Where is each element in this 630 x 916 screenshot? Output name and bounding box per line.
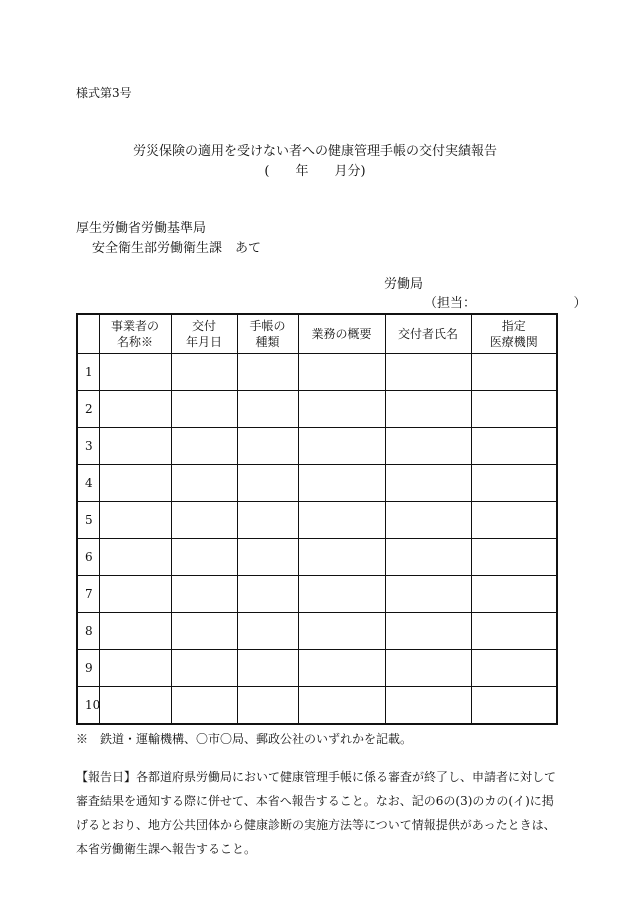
table-cell xyxy=(385,650,471,687)
table-row xyxy=(77,650,557,687)
document-title: 労災保険の適用を受けない者への健康管理手帳の交付実績報告 xyxy=(132,144,497,159)
report-table xyxy=(76,313,558,725)
table-cell xyxy=(471,613,557,650)
table-cell xyxy=(99,687,171,725)
row-number: 5 xyxy=(77,502,99,539)
table-cell xyxy=(237,650,298,687)
table-cell xyxy=(385,687,471,725)
sender-contact: （担当： ） xyxy=(424,296,587,311)
table-header-cell: 業務の概要 xyxy=(298,314,385,354)
footnote: ※ 鉄道・運輸機構、〇市〇局、郵政公社のいずれかを記載。 xyxy=(76,732,413,746)
table-cell xyxy=(99,502,171,539)
table-cell xyxy=(99,539,171,576)
table-cell xyxy=(385,465,471,502)
recipient-organization: 厚生労働省労働基準局 xyxy=(76,221,207,236)
table-header-cell: 事業者の 名称※ xyxy=(99,314,171,354)
table-header-cell: 交付者氏名 xyxy=(385,314,471,354)
table-row xyxy=(77,354,557,391)
table-cell xyxy=(385,576,471,613)
table-cell xyxy=(237,354,298,391)
table-cell xyxy=(385,613,471,650)
table-row xyxy=(77,576,557,613)
sender-bureau: 労働局 xyxy=(384,277,424,292)
recipient-department: 安全衛生部労働衛生課 あて xyxy=(92,241,262,256)
table-cell xyxy=(237,502,298,539)
table-cell xyxy=(99,354,171,391)
table-cell xyxy=(298,539,385,576)
table-cell xyxy=(385,428,471,465)
report-period: ( 年 月分) xyxy=(264,164,366,179)
table-header-row xyxy=(77,314,557,354)
table-cell xyxy=(385,354,471,391)
table-cell xyxy=(171,687,237,725)
row-number: 6 xyxy=(77,539,99,576)
table-cell xyxy=(99,613,171,650)
table-cell xyxy=(171,650,237,687)
table-cell xyxy=(237,576,298,613)
table-cell xyxy=(385,502,471,539)
table-cell xyxy=(471,687,557,725)
table-cell xyxy=(471,576,557,613)
row-number: 1 xyxy=(77,354,99,391)
table-cell xyxy=(298,687,385,725)
table-cell xyxy=(298,354,385,391)
table-body xyxy=(77,354,557,725)
table-cell xyxy=(171,428,237,465)
table-cell xyxy=(171,576,237,613)
table-header-cell: 交付 年月日 xyxy=(171,314,237,354)
table-cell xyxy=(171,391,237,428)
table-cell xyxy=(471,391,557,428)
table-cell xyxy=(471,354,557,391)
table-cell xyxy=(471,428,557,465)
row-number: 2 xyxy=(77,391,99,428)
table-cell xyxy=(298,576,385,613)
table-cell xyxy=(298,391,385,428)
table-cell xyxy=(99,576,171,613)
table-cell xyxy=(298,650,385,687)
report-date-note: 【報告日】各都道府県労働局において健康管理手帳に係る審査が終了し、申請者に対して審査結果を通知する際に併せて、本省へ報告すること。なお、記の6の(3)のカの(イ)に掲げるとおり、地方公共団体から健康診断の実施方法等について情報提供があったときは、本省労働衛生課へ報告すること。 xyxy=(76,770,557,856)
table-cell xyxy=(385,391,471,428)
row-number: 7 xyxy=(77,576,99,613)
table-cell xyxy=(99,650,171,687)
table-cell xyxy=(99,465,171,502)
table-cell xyxy=(171,539,237,576)
row-number: 4 xyxy=(77,465,99,502)
row-number: 3 xyxy=(77,428,99,465)
table-header-cell: 手帳の 種類 xyxy=(237,314,298,354)
row-number: 8 xyxy=(77,613,99,650)
table-cell xyxy=(99,391,171,428)
table-cell xyxy=(99,428,171,465)
table-row xyxy=(77,539,557,576)
table-cell xyxy=(471,502,557,539)
table-header-cell xyxy=(77,314,99,354)
table-row xyxy=(77,613,557,650)
table-cell xyxy=(385,539,471,576)
form-number: 様式第3号 xyxy=(76,86,132,100)
table-row xyxy=(77,502,557,539)
table-cell xyxy=(237,539,298,576)
table-row xyxy=(77,687,557,725)
table-cell xyxy=(171,465,237,502)
table-cell xyxy=(237,687,298,725)
table-cell xyxy=(298,613,385,650)
table-cell xyxy=(237,391,298,428)
table-cell xyxy=(171,613,237,650)
table-row xyxy=(77,428,557,465)
table-cell xyxy=(298,502,385,539)
row-number: 10 xyxy=(77,687,99,725)
table-cell xyxy=(237,613,298,650)
table-header-cell: 指定 医療機関 xyxy=(471,314,557,354)
table-cell xyxy=(171,502,237,539)
table-cell xyxy=(471,650,557,687)
table-cell xyxy=(298,428,385,465)
table-row xyxy=(77,465,557,502)
table-row xyxy=(77,391,557,428)
row-number: 9 xyxy=(77,650,99,687)
table-cell xyxy=(237,465,298,502)
table-cell xyxy=(237,428,298,465)
table-cell xyxy=(471,539,557,576)
table-cell xyxy=(471,465,557,502)
table-cell xyxy=(171,354,237,391)
table-cell xyxy=(298,465,385,502)
